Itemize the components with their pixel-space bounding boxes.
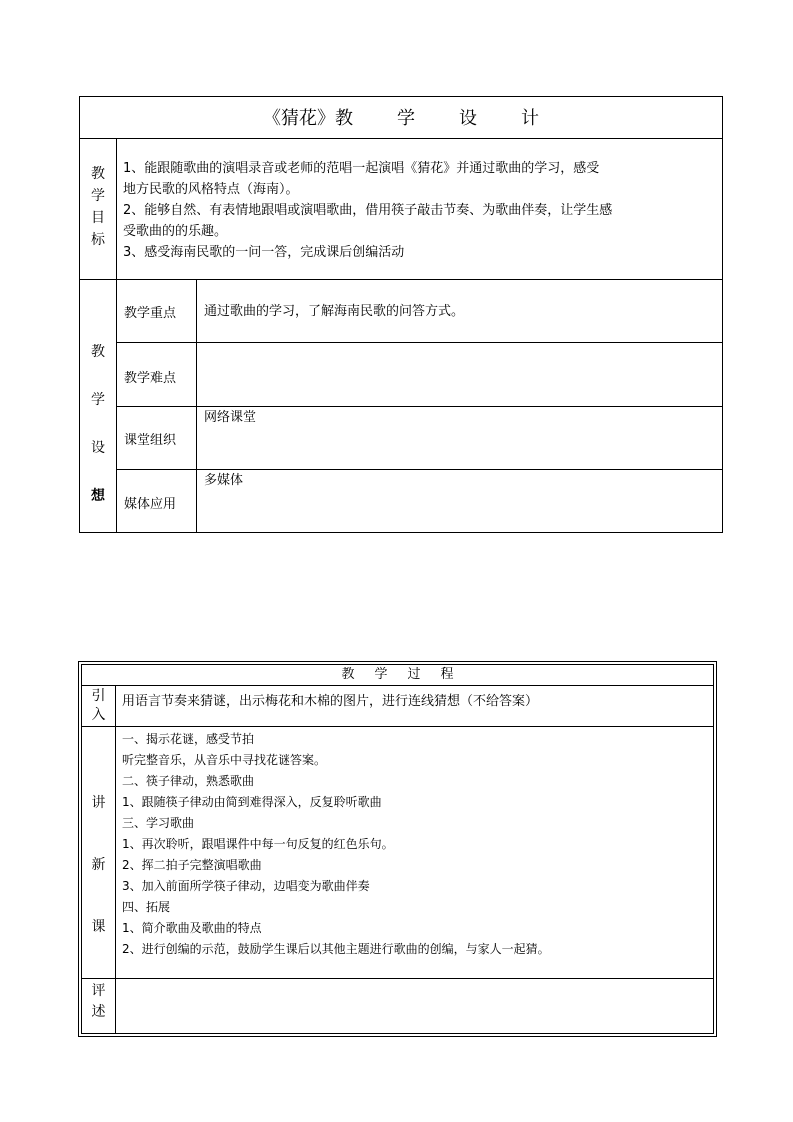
idea-label: 教 学 设 想 [91,344,105,504]
process-table [78,661,717,1037]
divider [116,138,117,279]
row-content-key-points: 通过歌曲的学习，了解海南民歌的问答方式。 [204,304,465,319]
divider [80,138,722,139]
process-inner-border [81,664,714,1034]
objectives-text: 1、能跟随歌曲的演唱录音或老师的范唱一起演唱《猜花》并通过歌曲的学习，感受 地方民歌的风格特点（海南）。 2、能够自然、有表情地跟唱或演唱歌曲，借用筷子敲击节奏、为歌曲伴奏，让学生感 受歌曲的的乐趣。 3、感受海南民歌的一问一答，完成课后创编活动 [123,161,613,260]
process-title: 教 学 过 程 [341,667,454,682]
intro-label: 引 入 [91,688,106,723]
review-label: 评 述 [91,983,106,1020]
divider [82,685,713,686]
divider [80,279,722,280]
title-part: 设 [459,108,477,129]
title-part: 《猜花》教 [263,108,353,129]
row-label-organization: 课堂组织 [124,433,177,448]
title-part: 学 [397,108,415,129]
row-content-organization: 网络课堂 [204,410,257,425]
row-label-media: 媒体应用 [124,497,177,512]
title-part: 计 [521,108,539,129]
divider [115,685,116,1033]
divider [116,342,722,343]
row-content-media: 多媒体 [204,473,244,488]
divider [82,978,713,979]
intro-text: 用语言节奏来猜谜，出示梅花和木棉的图片，进行连线猜想（不给答案） [122,694,539,709]
row-label-difficulties: 教学难点 [124,371,177,386]
row-label-key-points: 教学重点 [124,306,177,321]
design-title [80,107,722,131]
lecture-text: 一、揭示花谜，感受节拍 听完整音乐，从音乐中寻找花谜答案。 二、筷子律动，熟悉歌曲 1、跟随筷子律动由简到难得深入，反复聆听歌曲 三、学习歌曲 1、再次聆听，跟唱课件中每一句反复的红色乐句。 2、挥二拍子完整演唱歌曲 3、加入前面所学筷子律动，边唱变为歌曲伴奏 四、拓展 1、简介歌曲及歌曲的特点 2、进行创编的示范，鼓励学生课后以其他主题进行歌曲的创编，与家人一起猜。 [122,732,550,956]
lecture-label: 讲 新 课 [91,795,106,935]
design-table [79,96,723,533]
objectives-label: 教 学 目 标 [91,166,105,248]
divider [82,726,713,727]
